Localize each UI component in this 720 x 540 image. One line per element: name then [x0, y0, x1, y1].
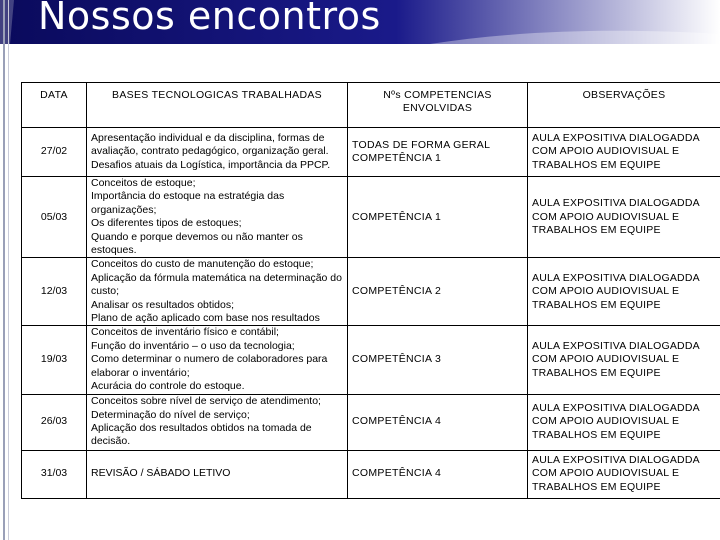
- cell-date: 12/03: [22, 258, 87, 326]
- header-observacoes: OBSERVAÇÕES: [528, 83, 720, 128]
- cell-observacoes: AULA EXPOSITIVA DIALOGADDA COM APOIO AUDIOVISUAL E TRABALHOS EM EQUIPE: [528, 326, 720, 394]
- cell-date: 26/03: [22, 394, 87, 450]
- cell-bases: Conceitos de inventário físico e contábil; Função do inventário – o uso da tecnologia; Como determinar o numero de colaboradores para elaborar o inventário; Acurácia do controle do estoque.: [87, 326, 348, 394]
- cell-date: 27/02: [22, 128, 87, 177]
- cell-competencias: COMPETÊNCIA 4: [348, 450, 528, 498]
- table-row: [22, 258, 720, 326]
- table-header-row: [22, 83, 720, 128]
- cell-bases: Conceitos sobre nível de serviço de atendimento; Determinação do nível de serviço; Aplicação dos resultados obtidos na tomada de decisão.: [87, 394, 348, 450]
- schedule-table: [21, 82, 720, 499]
- cell-observacoes: AULA EXPOSITIVA DIALOGADDA COM APOIO AUDIOVISUAL E TRABALHOS EM EQUIPE: [528, 177, 720, 258]
- cell-observacoes: AULA EXPOSITIVA DIALOGADDA COM APOIO AUDIOVISUAL E TRABALHOS EM EQUIPE: [528, 394, 720, 450]
- left-edge-line-secondary: [8, 0, 9, 540]
- cell-observacoes: AULA EXPOSITIVA DIALOGADDA COM APOIO AUDIOVISUAL E TRABALHOS EM EQUIPE: [528, 258, 720, 326]
- table-row: [22, 450, 720, 498]
- cell-bases: Conceitos de estoque; Importância do estoque na estratégia das organizações; Os diferentes tipos de estoques; Quando e porque devemos ou não manter os estoques.: [87, 177, 348, 258]
- left-edge-line: [3, 0, 5, 540]
- cell-date: 31/03: [22, 450, 87, 498]
- table-row: [22, 128, 720, 177]
- cell-competencias: COMPETÊNCIA 4: [348, 394, 528, 450]
- header-date: DATA: [22, 83, 87, 128]
- table-row: [22, 177, 720, 258]
- cell-competencias: COMPETÊNCIA 3: [348, 326, 528, 394]
- cell-observacoes: AULA EXPOSITIVA DIALOGADDA COM APOIO AUDIOVISUAL E TRABALHOS EM EQUIPE: [528, 450, 720, 498]
- header-bases: BASES TECNOLOGICAS TRABALHADAS: [87, 83, 348, 128]
- cell-competencias: COMPETÊNCIA 2: [348, 258, 528, 326]
- cell-competencias: COMPETÊNCIA 1: [348, 177, 528, 258]
- cell-date: 19/03: [22, 326, 87, 394]
- cell-bases: Apresentação individual e da disciplina, formas de avaliação, contrato pedagógico, organização geral. Desafios atuais da Logística, importância da PPCP.: [87, 128, 348, 177]
- cell-bases: REVISÃO / SÁBADO LETIVO: [87, 450, 348, 498]
- cell-date: 05/03: [22, 177, 87, 258]
- table-row: [22, 326, 720, 394]
- table-row: [22, 394, 720, 450]
- slide-title: Nossos encontros: [38, 0, 381, 38]
- header-competencias: Nºs COMPETENCIAS ENVOLVIDAS: [348, 83, 528, 128]
- cell-observacoes: AULA EXPOSITIVA DIALOGADDA COM APOIO AUDIOVISUAL E TRABALHOS EM EQUIPE: [528, 128, 720, 177]
- cell-bases: Conceitos do custo de manutenção do estoque; Aplicação da fórmula matemática na determinação do custo; Analisar os resultados obtidos; Plano de ação aplicado com base nos resultados: [87, 258, 348, 326]
- cell-competencias: TODAS DE FORMA GERAL COMPETÊNCIA 1: [348, 128, 528, 177]
